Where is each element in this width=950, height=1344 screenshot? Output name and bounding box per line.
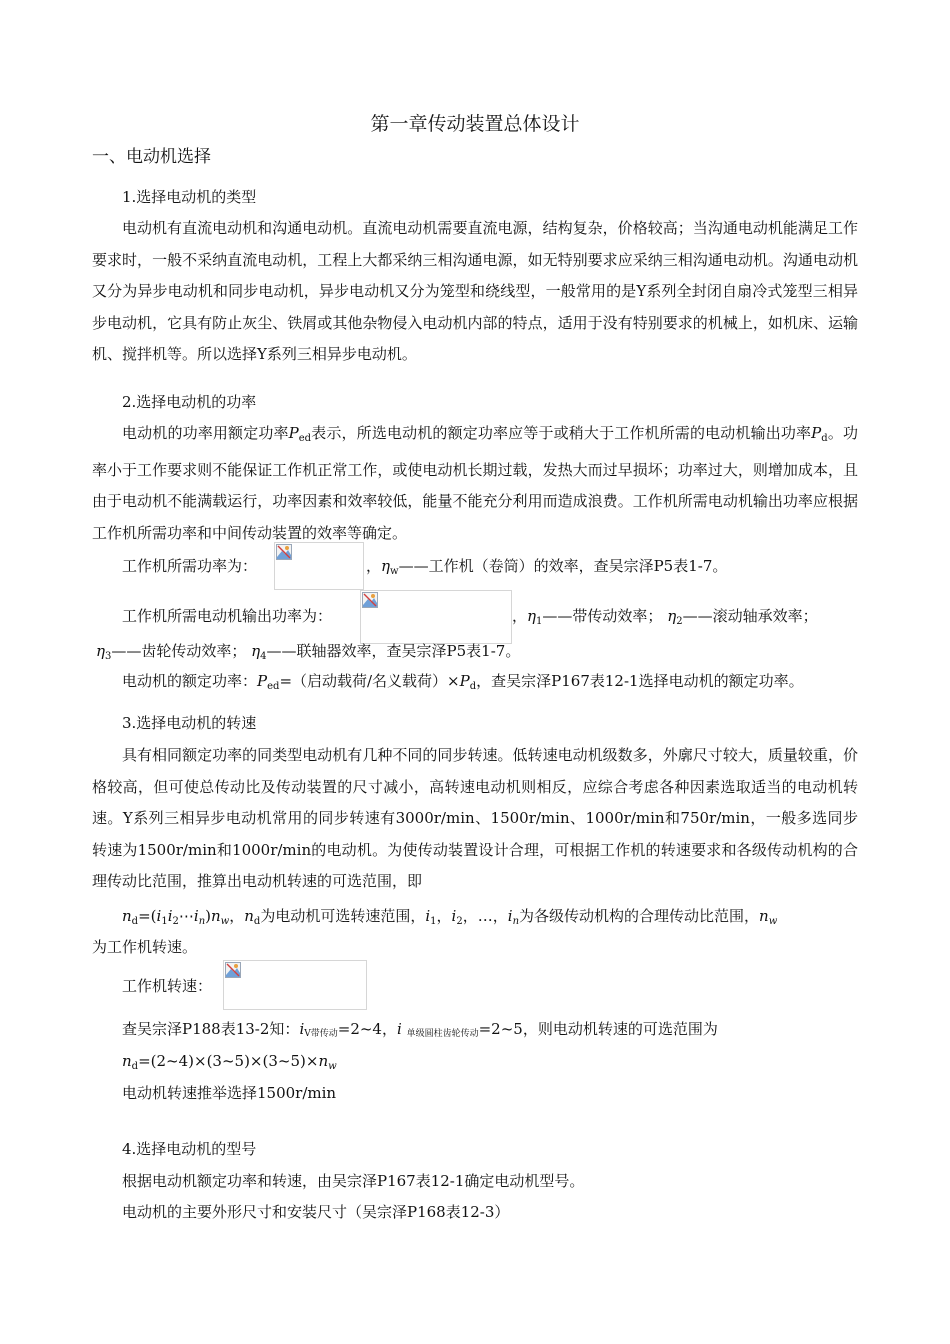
speed-choice-line: 电动机转速推举选择1500r/min bbox=[122, 1084, 337, 1102]
efficiency-notes-2: $\eta_3——$齿轮传动效率； $\eta_4——$联轴器效率，查吴宗泽P5表1-7。 bbox=[96, 642, 521, 662]
output-power-label: 工作机所需电动机输出功率为： bbox=[122, 607, 333, 625]
broken-image-icon bbox=[362, 592, 378, 608]
speed-range-line: $n_d=(2\sim 4)\times(3\sim 5)\times(3\sim 5)\times n_w$ bbox=[122, 1052, 337, 1072]
paragraph-motor-power: 电动机的功率用额定功率$P_{ed}$表示，所选电动机的额定功率应等于或稍大于工作机所需的电动机输出功率$P_d$。功率小于工作要求则不能保证工作机正常工作，或使电动机长期过载，发热大而过早损坏；功率过大，则增加成本，且由于电动机不能满载运行，功率因素和效率较低，能量不能充分利用而造成浪费。工作机所需电动机输出功率应根据工作机所需功率和中间传动装置的效率等确定。 bbox=[92, 424, 858, 542]
work-power-note: ，$\eta_w——$工作机（卷筒）的效率，查吴宗泽P5表1-7。 bbox=[366, 557, 728, 577]
work-power-label: 工作机所需功率为： bbox=[122, 557, 258, 575]
formula-image-work-speed bbox=[223, 960, 367, 1010]
model-line-2: 电动机的主要外形尺寸和安装尺寸（吴宗泽P168表12-3） bbox=[122, 1203, 510, 1221]
chapter-title: 第一章传动装置总体设计 bbox=[370, 113, 580, 135]
subsection-heading-2: 2.选择电动机的功率 bbox=[122, 393, 257, 411]
subsection-heading-1: 1.选择电动机的类型 bbox=[122, 188, 257, 206]
work-speed-label: 工作机转速： bbox=[122, 977, 213, 995]
paragraph-motor-type: 电动机有直流电动机和沟通电动机。直流电动机需要直流电源，结构复杂，价格较高；当沟通电动机能满足工作要求时，一般不采纳直流电动机，工程上大都采纳三相沟通电源，如无特别要求应采纳三相沟通电动机。沟通电动机又分为异步电动机和同步电动机，异步电动机又分为笼型和绕线型，一般常用的是Y系列全封闭自扇冷式笼型三相异步电动机，它具有防止灰尘、铁屑或其他杂物侵入电动机内部的特点，适用于没有特别要求的机械上，如机床、运输机、搅拌机等。所以选择Y系列三相异步电动机。 bbox=[92, 219, 858, 363]
rated-power-line: 电动机的额定功率：$P_{ed}=$（启动载荷/名义载荷）$\times P_d$，查吴宗泽P167表12-1选择电动机的额定功率。 bbox=[122, 672, 804, 692]
broken-image-icon bbox=[276, 544, 292, 560]
paragraph-motor-speed: 具有相同额定功率的同类型电动机有几种不同的同步转速。低转速电动机级数多，外廓尺寸较大，质量较重，价格较高，但可使总传动比及传动装置的尺寸减小，高转速电动机则相反，应综合考虑各种因素选取适当的电动机转速。Y系列三相异步电动机常用的同步转速有3000r/min、1500r/min、1000r/min和750r/min，一般多选同步转速为1500r/min和1000r/min的电动机。为使传动装置设计合理，可根据工作机的转速要求和各级传动机构的合理传动比范围，推算出电动机转速的可选范围，即 bbox=[92, 746, 858, 890]
ratio-lookup-line: 查吴宗泽P188表13-2知：iV带传动=2~4，i 单级圆柱齿轮传动=2~5，则电动机转速的可选范围为 bbox=[122, 1020, 718, 1039]
model-line-1: 根据电动机额定功率和转速，由吴宗泽P167表12-1确定电动机型号。 bbox=[122, 1172, 585, 1190]
speed-formula-line-cont: 为工作机转速。 bbox=[92, 938, 198, 956]
formula-image-output-power bbox=[360, 590, 512, 644]
formula-image-work-power bbox=[274, 542, 364, 590]
subsection-heading-3: 3.选择电动机的转速 bbox=[122, 714, 257, 732]
efficiency-notes-1: ，$\eta_1——$带传动效率； $\eta_2——$滚动轴承效率； bbox=[512, 607, 818, 627]
section-heading: 一、电动机选择 bbox=[92, 147, 211, 167]
subsection-heading-4: 4.选择电动机的型号 bbox=[122, 1140, 257, 1158]
broken-image-icon bbox=[225, 962, 241, 978]
speed-formula-line: $n_d=(i_1i_2\cdots i_n)n_w$，$n_d$为电动机可选转速范围，$i_1$，$i_2$，…，$i_n$为各级传动机构的合理传动比范围，$n_w$ bbox=[122, 907, 778, 927]
